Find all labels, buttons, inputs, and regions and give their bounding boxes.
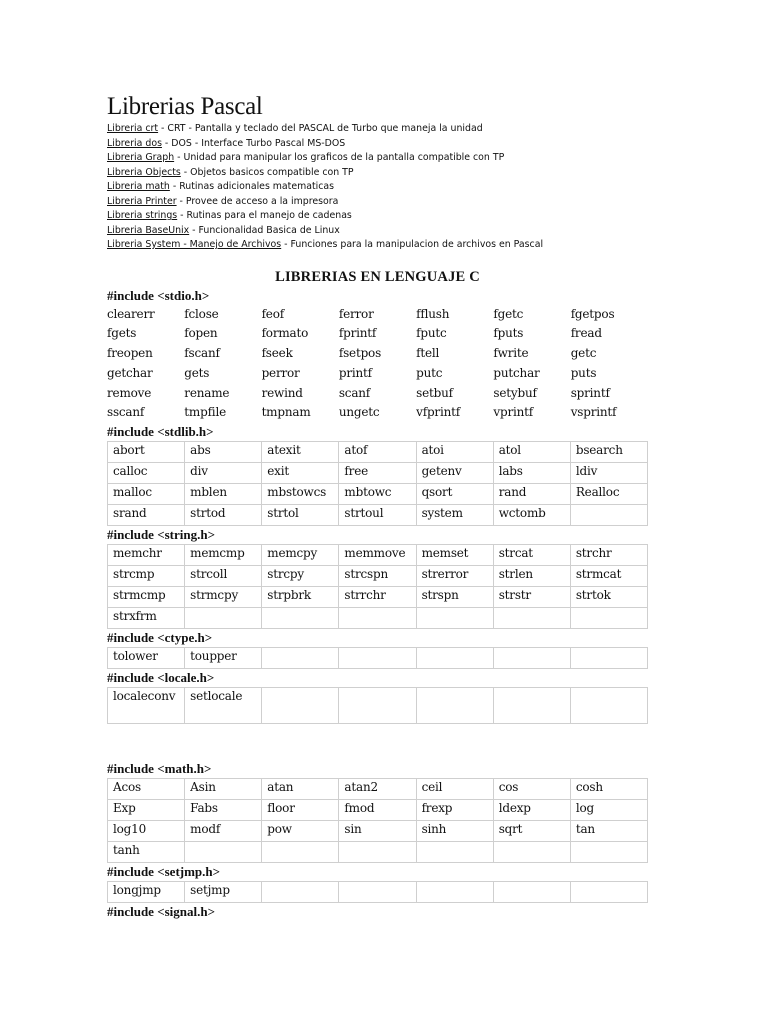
function-name: tmpfile bbox=[184, 405, 226, 420]
function-name: scanf bbox=[338, 385, 371, 400]
function-cell bbox=[339, 842, 416, 863]
setjmp-function-table bbox=[107, 881, 648, 903]
signal-header: #include <signal.h> bbox=[107, 904, 216, 920]
function-name: puts bbox=[570, 365, 597, 380]
pascal-library-item bbox=[107, 180, 648, 195]
function-name: remove bbox=[107, 385, 152, 400]
math-function-table bbox=[107, 778, 648, 863]
function-name: setbuf bbox=[416, 385, 453, 400]
function-name: putchar bbox=[493, 365, 540, 380]
function-cell bbox=[416, 608, 493, 629]
function-cell: strstr bbox=[493, 587, 570, 608]
pascal-library-item bbox=[107, 166, 648, 181]
grid-row bbox=[107, 344, 648, 364]
pascal-library-item bbox=[107, 151, 648, 166]
function-cell bbox=[570, 648, 647, 669]
function-cell: strtod bbox=[185, 505, 262, 526]
function-cell: cos bbox=[493, 779, 570, 800]
function-cell: pow bbox=[262, 821, 339, 842]
string-header: #include <string.h> bbox=[107, 527, 215, 543]
function-name: fwrite bbox=[493, 346, 529, 361]
grid-row bbox=[107, 384, 648, 404]
function-name: fgetc bbox=[493, 306, 524, 321]
function-cell: bsearch bbox=[570, 442, 647, 463]
grid-row bbox=[107, 324, 648, 344]
function-name: fread bbox=[570, 326, 602, 341]
pascal-library-description: - DOS - Interface Turbo Pascal MS-DOS bbox=[161, 137, 346, 149]
function-name: ungetc bbox=[338, 405, 380, 420]
function-cell: cosh bbox=[570, 779, 647, 800]
function-cell: sin bbox=[339, 821, 416, 842]
function-name: formato bbox=[261, 326, 309, 341]
function-cell: atexit bbox=[262, 442, 339, 463]
pascal-library-link[interactable]: Libreria Printer bbox=[107, 195, 177, 207]
function-cell bbox=[339, 648, 416, 669]
function-cell: abort bbox=[108, 442, 185, 463]
function-cell bbox=[570, 505, 647, 526]
pascal-library-item bbox=[107, 137, 648, 152]
function-cell bbox=[185, 842, 262, 863]
function-cell: modf bbox=[185, 821, 262, 842]
stdlib-header: #include <stdlib.h> bbox=[107, 424, 214, 440]
pascal-library-description: - Objetos basicos compatible con TP bbox=[180, 166, 354, 178]
function-cell: localeconv bbox=[108, 688, 185, 724]
function-cell bbox=[493, 608, 570, 629]
function-cell bbox=[493, 842, 570, 863]
function-cell: strerror bbox=[416, 566, 493, 587]
function-name: feof bbox=[261, 306, 284, 321]
locale-header: #include <locale.h> bbox=[107, 670, 215, 686]
function-cell: ldexp bbox=[493, 800, 570, 821]
table-row bbox=[108, 442, 648, 463]
function-cell: strpbrk bbox=[262, 587, 339, 608]
function-cell: strcspn bbox=[339, 566, 416, 587]
function-cell: log10 bbox=[108, 821, 185, 842]
table-row bbox=[108, 688, 648, 724]
pascal-library-link[interactable]: Libreria crt bbox=[107, 123, 159, 134]
function-cell bbox=[416, 842, 493, 863]
function-cell: fmod bbox=[339, 800, 416, 821]
function-cell bbox=[339, 688, 416, 724]
function-cell: atoi bbox=[416, 442, 493, 463]
function-cell: Acos bbox=[108, 779, 185, 800]
table-row bbox=[108, 842, 648, 863]
function-cell bbox=[262, 882, 339, 903]
function-name: fflush bbox=[416, 306, 450, 321]
function-cell: labs bbox=[493, 463, 570, 484]
function-cell: strmcmp bbox=[108, 587, 185, 608]
function-cell bbox=[339, 608, 416, 629]
function-cell: strmcat bbox=[570, 566, 647, 587]
function-cell: memcmp bbox=[185, 545, 262, 566]
function-cell: toupper bbox=[185, 648, 262, 669]
function-cell bbox=[416, 688, 493, 724]
math-header: #include <math.h> bbox=[107, 761, 212, 777]
function-cell: strxfrm bbox=[108, 608, 185, 629]
ctype-function-table bbox=[107, 647, 648, 669]
pascal-library-list bbox=[107, 122, 648, 253]
pascal-library-description: - Rutinas adicionales matematicas bbox=[169, 181, 335, 192]
table-row bbox=[108, 800, 648, 821]
function-cell: mbstowcs bbox=[262, 484, 339, 505]
function-cell: Realloc bbox=[570, 484, 647, 505]
pascal-library-link[interactable]: Libreria System - Manejo de Archivos bbox=[107, 239, 282, 250]
function-cell: setjmp bbox=[185, 882, 262, 903]
function-name: ferror bbox=[338, 306, 374, 321]
function-name: clearerr bbox=[107, 306, 155, 321]
function-cell: malloc bbox=[108, 484, 185, 505]
function-cell bbox=[262, 648, 339, 669]
function-cell: atol bbox=[493, 442, 570, 463]
function-cell: memcpy bbox=[262, 545, 339, 566]
document-page bbox=[107, 92, 648, 921]
function-name: fprintf bbox=[338, 326, 377, 341]
pascal-library-description: - Rutinas para el manejo de cadenas bbox=[177, 210, 352, 221]
function-cell: floor bbox=[262, 800, 339, 821]
function-cell: strlen bbox=[493, 566, 570, 587]
function-cell bbox=[570, 688, 647, 724]
function-name: fputs bbox=[493, 326, 524, 341]
function-cell bbox=[262, 608, 339, 629]
pascal-library-item bbox=[107, 238, 648, 253]
function-cell: Fabs bbox=[185, 800, 262, 821]
function-cell: rand bbox=[493, 484, 570, 505]
function-cell bbox=[493, 882, 570, 903]
table-row bbox=[108, 821, 648, 842]
table-row bbox=[108, 779, 648, 800]
stdio-function-grid bbox=[107, 305, 648, 424]
stdlib-function-table bbox=[107, 441, 648, 526]
function-cell: srand bbox=[108, 505, 185, 526]
pascal-library-link[interactable]: Libreria math bbox=[107, 181, 170, 192]
function-name: fsetpos bbox=[338, 346, 382, 361]
function-cell: tolower bbox=[108, 648, 185, 669]
function-name: fclose bbox=[184, 306, 219, 321]
table-row bbox=[108, 587, 648, 608]
function-cell: strcpy bbox=[262, 566, 339, 587]
function-name: rename bbox=[184, 385, 230, 400]
table-row bbox=[108, 484, 648, 505]
grid-row bbox=[107, 364, 648, 384]
function-name: vprintf bbox=[493, 405, 534, 420]
function-cell: system bbox=[416, 505, 493, 526]
pascal-library-item bbox=[107, 224, 648, 239]
table-row bbox=[108, 566, 648, 587]
table-row bbox=[108, 608, 648, 629]
function-cell: longjmp bbox=[108, 882, 185, 903]
function-name: perror bbox=[261, 365, 300, 380]
function-cell: frexp bbox=[416, 800, 493, 821]
function-cell bbox=[570, 608, 647, 629]
function-cell: atof bbox=[339, 442, 416, 463]
function-cell: strtok bbox=[570, 587, 647, 608]
function-cell: mblen bbox=[185, 484, 262, 505]
function-name: sprintf bbox=[570, 385, 610, 400]
function-cell bbox=[570, 882, 647, 903]
pascal-library-item bbox=[107, 195, 648, 210]
stdio-header: #include <stdio.h> bbox=[107, 287, 210, 303]
function-name: vfprintf bbox=[416, 405, 460, 420]
function-cell: abs bbox=[185, 442, 262, 463]
pascal-library-link[interactable]: Libreria BaseUnix bbox=[107, 224, 190, 236]
function-name: fgetpos bbox=[570, 306, 615, 321]
function-name: printf bbox=[338, 365, 372, 380]
function-cell: strmcpy bbox=[185, 587, 262, 608]
function-cell: memset bbox=[416, 545, 493, 566]
ctype-header: #include <ctype.h> bbox=[107, 630, 213, 646]
function-cell: strchr bbox=[570, 545, 647, 566]
function-name: fputc bbox=[416, 326, 447, 341]
pascal-library-link[interactable]: Libreria Objects bbox=[107, 166, 181, 178]
function-cell: calloc bbox=[108, 463, 185, 484]
pascal-library-description: - Unidad para manipular los graficos de la pantalla compatible con TP bbox=[174, 152, 505, 163]
table-row bbox=[108, 463, 648, 484]
function-cell: exit bbox=[262, 463, 339, 484]
pascal-library-description: - Provee de acceso a la impresora bbox=[176, 195, 339, 207]
function-name: getc bbox=[570, 346, 597, 361]
function-cell: tanh bbox=[108, 842, 185, 863]
function-name: fgets bbox=[107, 326, 137, 341]
function-name: sscanf bbox=[107, 405, 145, 420]
function-cell: strcoll bbox=[185, 566, 262, 587]
function-cell bbox=[570, 842, 647, 863]
function-name: fseek bbox=[261, 346, 293, 361]
function-cell: strcat bbox=[493, 545, 570, 566]
c-libraries-title: LIBRERIAS EN LENGUAJE C bbox=[275, 268, 480, 285]
function-cell: memchr bbox=[108, 545, 185, 566]
function-cell: Exp bbox=[108, 800, 185, 821]
function-name: gets bbox=[184, 365, 210, 380]
function-cell: div bbox=[185, 463, 262, 484]
pascal-library-item bbox=[107, 122, 648, 137]
function-cell: mbtowc bbox=[339, 484, 416, 505]
pascal-library-item bbox=[107, 209, 648, 224]
function-cell bbox=[262, 842, 339, 863]
function-cell: getenv bbox=[416, 463, 493, 484]
function-cell: strspn bbox=[416, 587, 493, 608]
pascal-title: Librerias Pascal bbox=[107, 93, 263, 120]
function-name: setybuf bbox=[493, 385, 537, 400]
function-cell: qsort bbox=[416, 484, 493, 505]
function-cell: atan2 bbox=[339, 779, 416, 800]
function-name: fscanf bbox=[184, 346, 220, 361]
function-cell: wctomb bbox=[493, 505, 570, 526]
function-cell: tan bbox=[570, 821, 647, 842]
function-cell: atan bbox=[262, 779, 339, 800]
table-row bbox=[108, 545, 648, 566]
function-cell: ldiv bbox=[570, 463, 647, 484]
grid-row bbox=[107, 403, 648, 423]
function-cell bbox=[416, 882, 493, 903]
function-cell: ceil bbox=[416, 779, 493, 800]
setjmp-header: #include <setjmp.h> bbox=[107, 864, 221, 880]
table-row bbox=[108, 505, 648, 526]
function-cell: free bbox=[339, 463, 416, 484]
table-row bbox=[108, 882, 648, 903]
spacer bbox=[107, 724, 648, 760]
function-cell: Asin bbox=[185, 779, 262, 800]
pascal-library-link[interactable]: Libreria strings bbox=[107, 210, 178, 221]
function-cell bbox=[185, 608, 262, 629]
function-cell bbox=[339, 882, 416, 903]
pascal-library-link[interactable]: Libreria Graph bbox=[107, 152, 175, 163]
function-cell: strrchr bbox=[339, 587, 416, 608]
function-name: putc bbox=[416, 365, 443, 380]
function-name: getchar bbox=[107, 365, 153, 380]
pascal-library-description: - Funcionalidad Basica de Linux bbox=[189, 224, 340, 236]
function-name: vsprintf bbox=[570, 405, 617, 420]
function-name: fopen bbox=[184, 326, 218, 341]
function-cell bbox=[493, 688, 570, 724]
function-cell: setlocale bbox=[185, 688, 262, 724]
function-cell: log bbox=[570, 800, 647, 821]
function-cell bbox=[416, 648, 493, 669]
function-cell bbox=[262, 688, 339, 724]
function-name: tmpnam bbox=[261, 405, 311, 420]
function-name: ftell bbox=[416, 346, 440, 361]
function-cell: strtoul bbox=[339, 505, 416, 526]
function-name: freopen bbox=[107, 346, 153, 361]
function-cell: sqrt bbox=[493, 821, 570, 842]
locale-function-table bbox=[107, 687, 648, 724]
function-cell bbox=[493, 648, 570, 669]
function-cell: sinh bbox=[416, 821, 493, 842]
string-function-table bbox=[107, 544, 648, 629]
pascal-library-description: - Funciones para la manipulacion de archivos en Pascal bbox=[281, 239, 544, 250]
function-cell: strcmp bbox=[108, 566, 185, 587]
function-cell: strtol bbox=[262, 505, 339, 526]
pascal-library-description: - CRT - Pantalla y teclado del PASCAL de Turbo que maneja la unidad bbox=[158, 123, 483, 134]
grid-row bbox=[107, 305, 648, 325]
function-name: rewind bbox=[261, 385, 303, 400]
function-cell: memmove bbox=[339, 545, 416, 566]
table-row bbox=[108, 648, 648, 669]
pascal-library-link[interactable]: Libreria dos bbox=[107, 137, 162, 149]
